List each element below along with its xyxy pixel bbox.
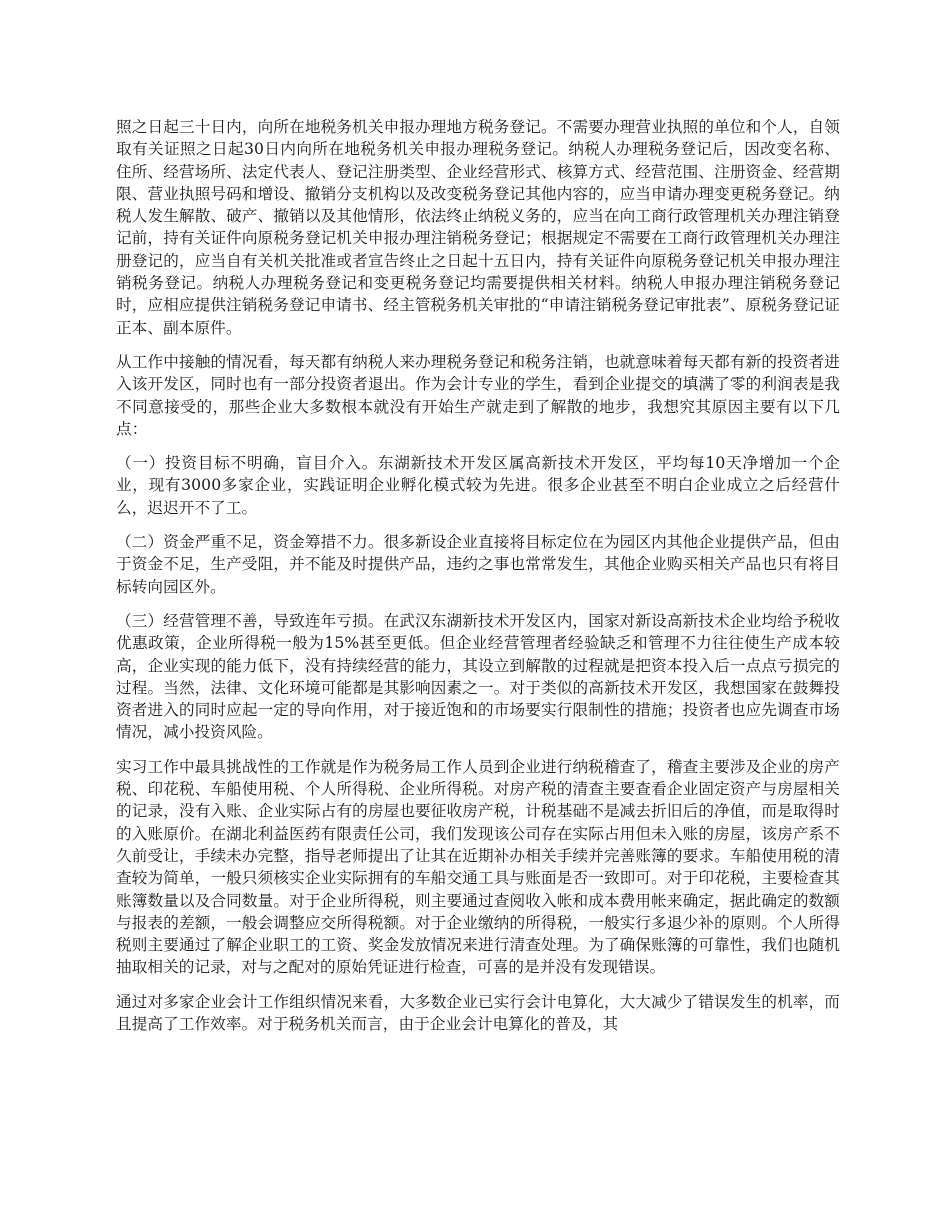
paragraph-reason-1: （一）投资目标不明确，盲目介入。东湖新技术开发区属高新技术开发区，平均每10天净增加一个企业，现有3000多家企业，实践证明企业孵化模式较为先进。很多企业甚至不明白企业成立之后经营什么，迟迟开不了工。 bbox=[116, 454, 840, 517]
paragraph-tax-registration: 照之日起三十日内，向所在地税务机关申报办理地方税务登记。不需要办理营业执照的单位和个人，自领取有关证照之日起30日内向所在地税务机关申报办理税务登记。纳税人办理税务登记后，因改变名称、住所、经营场所、法定代表人、登记注册类型、企业经营形式、核算方式、经营范围、注册资金、经营期限、营业执照号码和增设、撤销分支机构以及改变税务登记其他内容的，应当申请办理变更税务登记。纳税人发生解散、破产、撤销以及其他情形，依法终止纳税义务的，应当在向工商行政管理机关办理注销登记前，持有关证件向原税务登记机关申报办理注销税务登记；根据规定不需要在工商行政管理机关办理注册登记的，应当自有关机关批准或者宣告终止之日起十五日内，持有关证件向原税务登记机关申报办理注销税务登记。纳税人办理税务登记和变更税务登记均需要提供相关材料。纳税人申报办理注销税务登记时，应相应提供注销税务登记申请书、经主管税务机关审批的“申请注销税务登记审批表”、原税务登记证正本、副本原件。 bbox=[116, 118, 840, 337]
document-page bbox=[116, 116, 840, 1047]
paragraph-tax-audit: 实习工作中最具挑战性的工作就是作为税务局工作人员到企业进行纳税稽查了，稽查主要涉及企业的房产税、印花税、车船使用税、个人所得税、企业所得税。对房产税的清查主要查看企业固定资产与房屋相关的记录，没有入账、企业实际占有的房屋也要征收房产税，计税基础不是减去折旧后的净值，而是取得时的入账原价。在湖北利益医药有限责任公司，我们发现该公司存在实际占用但未入账的房屋，该房产系不久前受让，手续未办完整，指导老师提出了让其在近期补办相关手续并完善账簿的要求。车船使用税的清查较为简单，一般只须核实企业实际拥有的车船交通工具与账面是否一致即可。对于印花税，主要检查其账簿数量以及合同数量。对于企业所得税，则主要通过查阅收入帐和成本费用帐来确定，据此确定的数额与报表的差额，一般会调整应交所得税额。对于企业缴纳的所得税，一般实行多退少补的原则。个人所得税则主要通过了解企业职工的工资、奖金发放情况来进行清查处理。为了确保账簿的可靠性，我们也随机抽取相关的记录，对与之配对的原始凭证进行检查，可喜的是并没有发现错误。 bbox=[116, 757, 840, 977]
paragraph-reason-2: （二）资金严重不足，资金筹措不力。很多新设企业直接将目标定位在为园区内其他企业提供产品，但由于资金不足，生产受阻，并不能及时提供产品，违约之事也常常发生，其他企业购买相关产品也只有将目标转向园区外。 bbox=[116, 533, 840, 596]
paragraph-observations: 从工作中接触的情况看，每天都有纳税人来办理税务登记和税务注销，也就意味着每天都有新的投资者进入该开发区，同时也有一部分投资者退出。作为会计专业的学生，看到企业提交的填满了零的利润表是我不同意接受的，那些企业大多数根本就没有开始生产就走到了解散的地步，我想究其原因主要有以下几点： bbox=[116, 352, 840, 438]
paragraph-reason-3: （三）经营管理不善，导致连年亏损。在武汉东湖新技术开发区内，国家对新设高新技术企业均给予税收优惠政策，企业所得税一般为15%甚至更低。但企业经营管理者经验缺乏和管理不力往往使生产成本较高，企业实现的能力低下，没有持续经营的能力，其设立到解散的过程就是把资本投入后一点点亏损完的过程。当然，法律、文化环境可能都是其影响因素之一。对于类似的高新技术开发区，我想国家在鼓舞投资者进入的同时应起一定的导向作用，对于接近饱和的市场要实行限制性的措施；投资者也应先调查市场情况，减小投资风险。 bbox=[116, 611, 840, 742]
paragraph-computerized-accounting: 通过对多家企业会计工作组织情况来看，大多数企业已实行会计电算化，大大减少了错误发生的机率，而且提高了工作效率。对于税务机关而言，由于企业会计电算化的普及，其 bbox=[116, 992, 840, 1033]
